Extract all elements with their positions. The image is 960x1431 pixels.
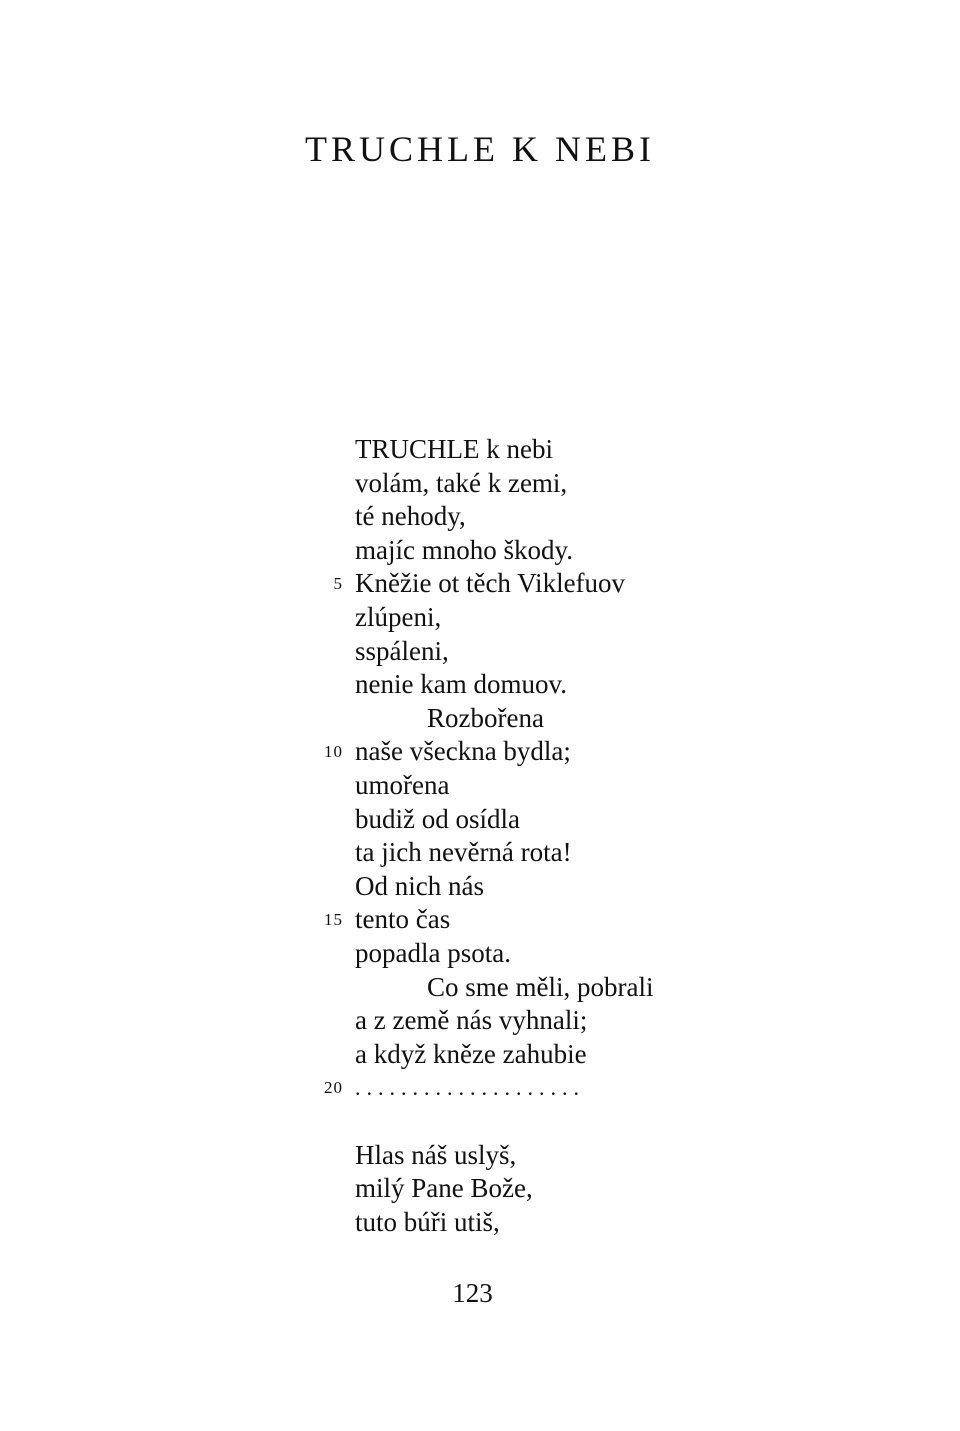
- line-text: milý Pane Bože,: [355, 1173, 533, 1204]
- page-number: 123: [452, 1278, 493, 1308]
- poem-line: [0, 836, 960, 870]
- line-text: popadla psota.: [355, 937, 511, 968]
- poem-line: [0, 735, 960, 769]
- poem-line: [0, 769, 960, 803]
- line-text: nenie kam domuov.: [355, 669, 567, 700]
- poem-line: [0, 534, 960, 568]
- line-text: TRUCHLE k nebi: [355, 434, 553, 464]
- line-text: Rozbořena: [427, 702, 544, 733]
- line-text: ta jich nevěrná rota!: [355, 837, 572, 868]
- poem-line: [0, 635, 960, 669]
- line-text: umořena: [355, 769, 450, 800]
- poem-line: [0, 567, 960, 601]
- poem-line: [0, 937, 960, 971]
- line-text: tento čas: [355, 904, 451, 935]
- poem-line: [0, 870, 960, 904]
- line-text: volám, také k zemi,: [355, 467, 568, 498]
- line-number: 5: [333, 574, 343, 594]
- line-text: zlúpeni,: [355, 601, 442, 632]
- poem-line-lacuna: [0, 1071, 960, 1105]
- poem: [0, 433, 960, 1240]
- poem-line: [0, 1172, 960, 1206]
- lacuna-dots: ....................: [355, 1075, 585, 1101]
- line-text: Od nich nás: [355, 870, 484, 901]
- poem-line: [0, 433, 960, 467]
- poem-line: [0, 601, 960, 635]
- poem-line: [0, 1139, 960, 1173]
- poem-line: [0, 467, 960, 501]
- line-number: 10: [324, 742, 343, 762]
- poem-line: [0, 1206, 960, 1240]
- poem-line: [0, 971, 960, 1005]
- poem-line: [0, 1004, 960, 1038]
- line-text: Hlas náš uslyš,: [355, 1139, 517, 1170]
- line-text: majíc mnoho škody.: [355, 534, 573, 565]
- line-number: 20: [324, 1078, 343, 1098]
- line-text: budiž od osídla: [355, 803, 520, 834]
- line-text: Co sme měli, pobrali: [427, 971, 654, 1002]
- line-text: a z země nás vyhnali;: [355, 1005, 588, 1036]
- line-text: Kněžie ot těch Viklefuov: [355, 568, 626, 599]
- stanza-1: [0, 433, 960, 1105]
- poem-line: [0, 702, 960, 736]
- poem-line: [0, 903, 960, 937]
- line-text: sspáleni,: [355, 635, 449, 666]
- line-text: naše všeckna bydla;: [355, 736, 571, 767]
- line-text: a když kněze zahubie: [355, 1038, 587, 1069]
- line-text: tuto búři utiš,: [355, 1207, 500, 1238]
- poem-line: [0, 803, 960, 837]
- stanza-2: [0, 1139, 960, 1240]
- poem-line: [0, 500, 960, 534]
- poem-line: [0, 668, 960, 702]
- page-title: TRUCHLE K NEBI: [305, 129, 655, 169]
- poem-line: [0, 1038, 960, 1072]
- line-text: té nehody,: [355, 501, 466, 532]
- line-number: 15: [324, 910, 343, 930]
